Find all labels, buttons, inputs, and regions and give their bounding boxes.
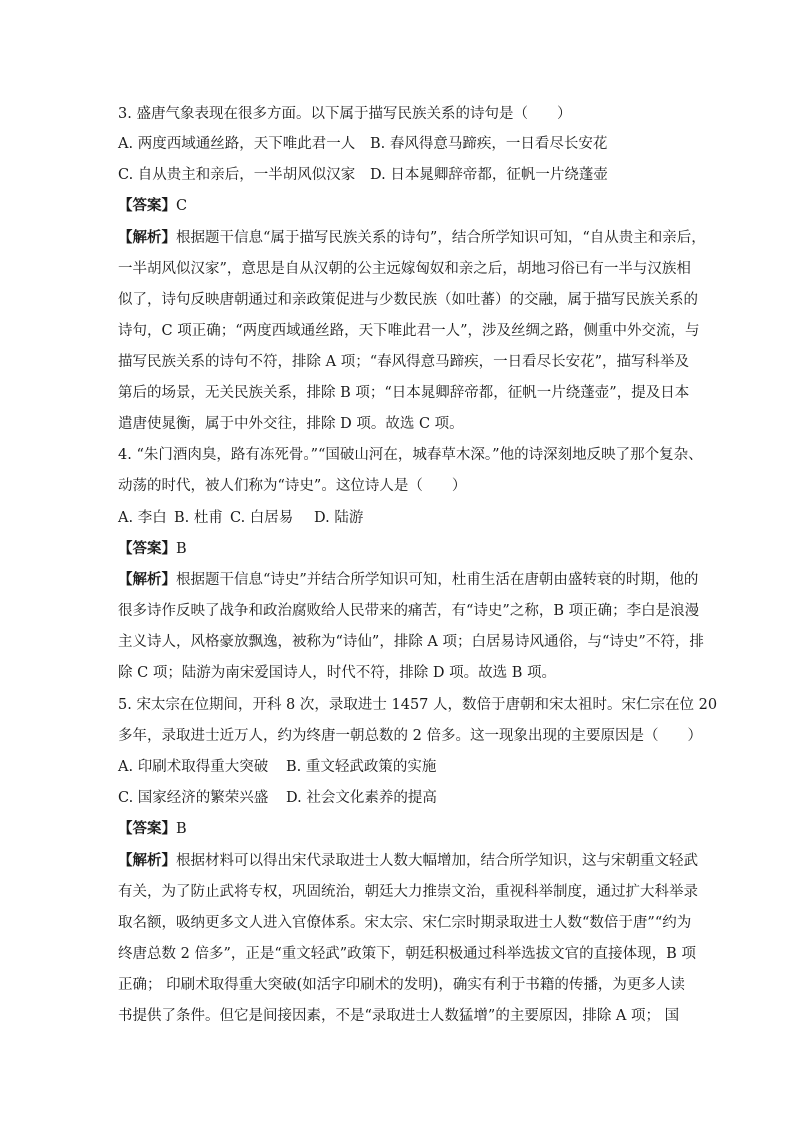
q3-analysis-line: 第后的场景，无关民族关系，排除 B 项；“日本晁卿辞帝都，征帆一片绕蓬壶”，提及日本 xyxy=(118,385,690,401)
q4-answer xyxy=(118,539,686,559)
q5-analysis-line: 书提供了条件。但它是间接因素，不是“录取进士人数猛增”的主要原因，排除 A 项； 国 xyxy=(118,1008,680,1024)
q5-option-b: B. 重文轻武政策的实施 xyxy=(286,759,437,775)
q5-options-row-1 xyxy=(118,757,686,777)
q5-analysis-label: 【解析】 xyxy=(118,852,176,869)
q5-analysis-line: 取名额，吸纳更多文人进入官僚体系。宋太宗、宋仁宗时期录取进士人数“数倍于唐”“约为 xyxy=(118,915,692,931)
q4-option-b: B. 杜甫 xyxy=(174,510,223,526)
q3-answer-label: 【答案】 xyxy=(118,197,176,214)
q4-options-row xyxy=(118,508,686,528)
q3-analysis-label: 【解析】 xyxy=(118,229,176,246)
q3-analysis-line: 【解析】根据题干信息“属于描写民族关系的诗句”，结合所学知识可知，“自从贵主和亲后， xyxy=(118,229,706,246)
q3-analysis-line: 遣唐使晁衡，属于中外交往，排除 D 项。故选 C 项。 xyxy=(118,416,464,432)
q3-option-a: A. 两度西域通丝路，天下唯此君一人 xyxy=(118,136,356,152)
q5-stem-line: 5. 宋太宗在位期间，开科 8 次，录取进士 1457 人，数倍于唐朝和宋太祖时。宋仁宗在位 20 xyxy=(118,697,718,713)
q3-stem: 3. 盛唐气象表现在很多方面。以下属于描写民族关系的诗句是（ ） xyxy=(118,106,572,122)
q3-analysis-line: 似了，诗句反映唐朝通过和亲政策促进与少数民族（如吐蕃）的交融，属于描写民族关系的 xyxy=(118,292,698,308)
q4-option-c: C. 白居易 xyxy=(230,510,294,526)
q5-analysis-line: 正确； 印刷术取得重大突破(如活字印刷术的发明)，确实有利于书籍的传播，为更多人读 xyxy=(118,977,685,993)
q5-stem-line: 多年，录取进士近万人，约为终唐一朝总数的 2 倍多。这一现象出现的主要原因是（ ） xyxy=(118,728,702,744)
q3-analysis-line: 描写民族关系的诗句不符，排除 A 项；“春风得意马蹄疾，一日看尽长安花”，描写科举及 xyxy=(118,354,690,370)
q5-answer-label: 【答案】 xyxy=(118,820,176,837)
q5-options-row-2 xyxy=(118,788,686,808)
q4-option-d: D. 陆游 xyxy=(314,510,364,526)
q5-analysis-line: 【解析】根据材料可以得出宋代录取进士人数大幅增加，结合所学知识，这与宋朝重文轻武 xyxy=(118,852,698,869)
q3-answer xyxy=(118,196,686,216)
q4-analysis-line: 很多诗作反映了战争和政治腐败给人民带来的痛苦，有“诗史”之称，B 项正确；李白是浪漫 xyxy=(118,603,700,619)
q3-option-d: D. 日本晁卿辞帝都，征帆一片绕蓬壶 xyxy=(370,167,608,183)
q3-analysis-line: 诗句，C 项正确；“两度西域通丝路，天下唯此君一人”，涉及丝绸之路，侧重中外交流，与 xyxy=(118,323,700,339)
q3-analysis-line: 一半胡风似汉家”，意思是自从汉朝的公主远嫁匈奴和亲之后，胡地习俗已有一半与汉族相 xyxy=(118,261,691,277)
q5-analysis-line: 终唐总数 2 倍多”，正是“重文轻武”政策下，朝廷积极通过科举选拔文官的直接体现，B 项 xyxy=(118,946,696,962)
q4-analysis-label: 【解析】 xyxy=(118,571,176,588)
q4-answer-value: B xyxy=(176,541,187,557)
q4-option-a: A. 李白 xyxy=(118,510,167,526)
q3-option-b: B. 春风得意马蹄疾，一日看尽长安花 xyxy=(370,136,608,152)
q5-analysis-line: 有关，为了防止武将专权，巩固统治，朝廷大力推崇文治，重视科举制度，通过扩大科举录 xyxy=(118,884,698,900)
q5-answer-value: B xyxy=(176,821,187,837)
q4-answer-label: 【答案】 xyxy=(118,540,176,557)
q4-analysis-line: 【解析】根据题干信息“诗史”并结合所学知识可知，杜甫生活在唐朝由盛转衰的时期，他的 xyxy=(118,571,699,588)
q3-option-c: C. 自从贵主和亲后，一半胡风似汉家 xyxy=(118,167,356,183)
q4-analysis-line: 除 C 项；陆游为南宋爱国诗人，时代不符，排除 D 项。故选 B 项。 xyxy=(118,665,557,681)
q4-analysis-line: 主义诗人，风格豪放飘逸，被称为“诗仙”，排除 A 项；白居易诗风通俗，与“诗史”不符，排 xyxy=(118,634,704,650)
q5-option-a: A. 印刷术取得重大突破 xyxy=(118,759,269,775)
q3-answer-value: C xyxy=(176,198,188,214)
q5-answer xyxy=(118,819,686,839)
q3-options-row-2 xyxy=(118,165,686,185)
q4-stem-line: 动荡的时代，被人们称为“诗史”。这位诗人是（ ） xyxy=(118,478,467,494)
q3-options-row-1 xyxy=(118,134,686,154)
q4-stem-line: 4. “朱门酒肉臭，路有冻死骨。”“国破山河在，城春草木深。”他的诗深刻地反映了那个复杂、 xyxy=(118,447,703,463)
q5-option-d: D. 社会文化素养的提高 xyxy=(286,790,437,806)
q5-option-c: C. 国家经济的繁荣兴盛 xyxy=(118,790,269,806)
